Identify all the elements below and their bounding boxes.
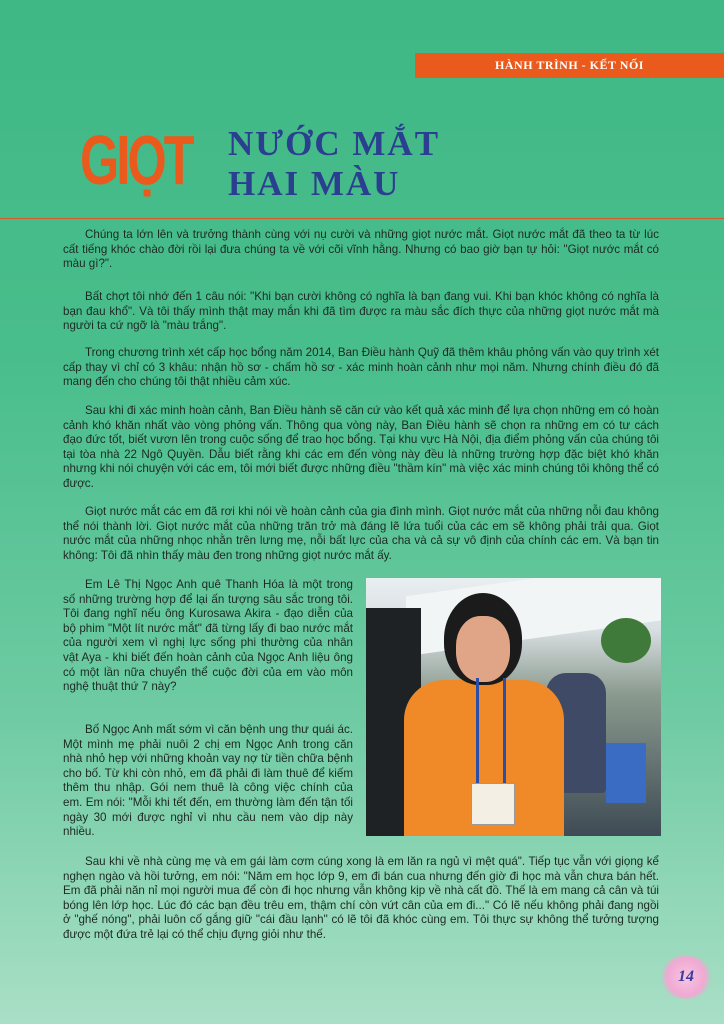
tree xyxy=(601,618,651,663)
paragraph-6: Em Lê Thị Ngọc Anh quê Thanh Hóa là một trong số những trường hợp để lại ấn tượng sâu sắc trong tôi. Tôi đang nghĩ nếu ông Kurosawa Akira - đạo diễn của bộ phim "Một lít nước mắt" đã từng lấy đi bao nước mắt của người xem vì nghị lực sống phi thường của nhân vật Aya - khi biết đến hoàn cảnh của Ngọc Anh liệu ông có một lần nữa chuyển thể cuộc đời của em vào môn nghệ thuật thứ 7 này? xyxy=(63,578,353,694)
paragraph-5: Giọt nước mắt các em đã rơi khi nói về hoàn cảnh của gia đình mình. Giọt nước mắt của những nỗi đau không thể nói thành lời. Giọt nước mắt của những trăn trở mà đáng lẽ lứa tuổi của các em sẽ không phải trải qua. Giọt nước mắt của những nhọc nhằn trên lưng mẹ, nỗi bất lực của cha và cả sự vô định của chính các em. Và bạn tin không: Tôi đã nhìn thấy màu đen trong những giọt nước mắt ấy. xyxy=(63,505,659,562)
blue-stool xyxy=(606,743,646,803)
student-photo xyxy=(366,578,661,836)
page-number: 14 xyxy=(660,955,712,999)
section-header: HÀNH TRÌNH - KẾT NỐI xyxy=(415,53,724,78)
paragraph-1: Chúng ta lớn lên và trưởng thành cùng với nụ cười và những giọt nước mắt. Giọt nước mắt đã theo ta từ lúc cất tiếng khóc chào đời rồi lại đưa chúng ta về với cõi vĩnh hằng. Nhưng có bao giờ bạn tự hỏi: "Giọt nước mắt có màu gì?". xyxy=(63,228,659,271)
title-line-2: HAI MÀU xyxy=(228,164,401,203)
paragraph-8: Sau khi về nhà cùng mẹ và em gái làm cơm cúng xong là em lăn ra ngủ vì mệt quá". Tiếp tục vẫn với giọng kể nghẹn ngào và hồi tưởng, em nói: "Năm em học lớp 9, em đi bán cua nhưng đến giờ đi học mà vẫn chưa bán hết. Em đã phải năn nỉ mọi người mua để còn đi học nhưng vẫn không kịp về nhà cất đồ. Thế là em mang cả cân và túi bóng lên lớp học. Lúc đó các bạn đều trêu em, thậm chí còn vứt cân của em đi..." Có lẽ nếu không phải đang ngồi ở "ghế nóng", phải luôn cố gắng giữ "cái đầu lạnh" có lẽ tôi đã khóc cùng em. Tôi thực sự không thể tưởng tượng được một đứa trẻ lại có thể chịu đựng giỏi như thế. xyxy=(63,855,659,941)
title-divider xyxy=(0,218,724,219)
lanyard xyxy=(476,678,506,788)
paragraph-2: Bất chợt tôi nhớ đến 1 câu nói: "Khi bạn cười không có nghĩa là bạn đang vui. Khi bạn khóc không có nghĩa là bạn đau khổ". Và tôi thấy mình thật may mắn khi đã tìm được ra màu sắc đích thực của những giọt nước mắt mà người ta cứ ngỡ là "màu trắng". xyxy=(63,290,659,333)
paragraph-4: Sau khi đi xác minh hoàn cảnh, Ban Điều hành sẽ căn cứ vào kết quả xác minh để lựa chọn những em có hoàn cảnh khó khăn nhất vào vòng phỏng vấn. Thông qua vòng này, Ban Điều hành sẽ chọn ra những em có tư cách đạo đức tốt, biết vươn lên trong cuộc sống để trao học bổng. Tại khu vực Hà Nội, địa điểm phỏng vấn của chúng tôi tại tòa nhà 22 Ngô Quyền. Dẫu biết rằng khi các em đến vòng này đều là những trường hợp đặc biệt khó khăn nhưng khi nói chuyện với các em, tôi mới biết được những điều "thầm kín" mà việc xác minh chúng tôi không thể có được. xyxy=(63,404,659,490)
title-word-giot: GIỌT xyxy=(80,121,192,199)
name-badge xyxy=(471,783,515,825)
paragraph-3: Trong chương trình xét cấp học bổng năm 2014, Ban Điều hành Quỹ đã thêm khâu phỏng vấn vào quy trình xét cấp thay vì chỉ có 3 khâu: nhận hồ sơ - chấm hồ sơ - xác minh hoàn cảnh như mọi năm. Nhưng chính điều đó đã mang đến cho chúng tôi thật nhiều cảm xúc. xyxy=(63,346,659,389)
face xyxy=(456,616,510,682)
paragraph-7: Bố Ngọc Anh mất sớm vì căn bệnh ung thư quái ác. Một mình mẹ phải nuôi 2 chị em Ngọc Anh trong căn nhà nhỏ hẹp với những khoản vay nợ từ tiền chữa bệnh cho bố. Từ khi còn nhỏ, em đã phải đi làm thuê để kiếm thêm thu nhập. Gói nem thuê là công việc chính của em. Em nói: "Mỗi khi tết đến, em thường làm đến tận tối ngày 30 mới được nghỉ vì nhu cầu nem vào dịp này nhiều. xyxy=(63,723,353,839)
title-line-1: NƯỚC MẮT xyxy=(228,124,441,163)
